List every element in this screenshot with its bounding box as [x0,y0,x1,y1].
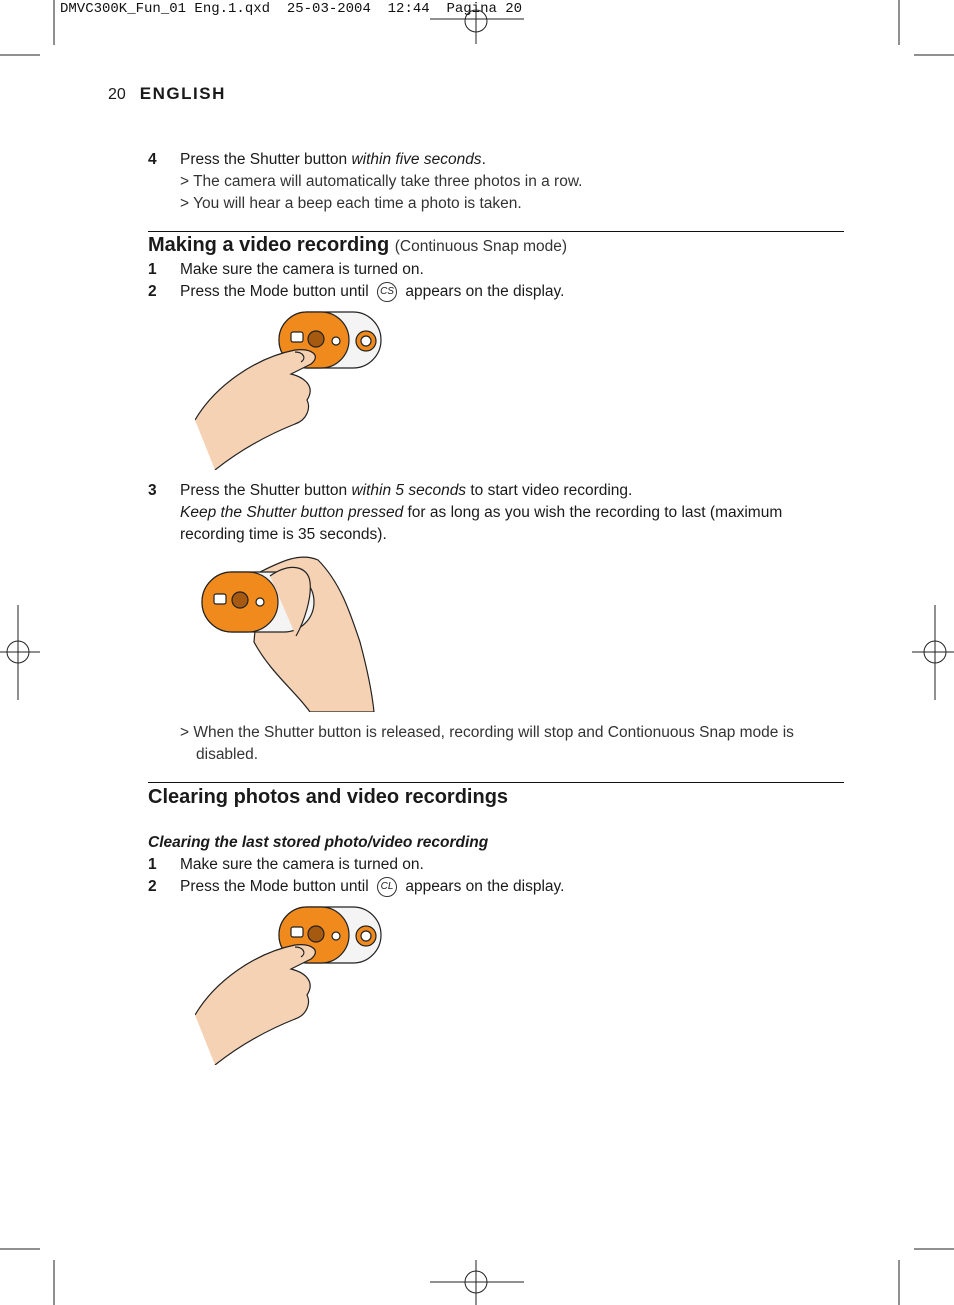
step-text: Make sure the camera is turned on. [180,856,424,873]
continuous-snap-mode-icon: CS [377,282,397,302]
page-number: 20 [108,86,126,103]
step-number: 2 [148,878,157,895]
section-rule [148,231,844,232]
hand-hold-illustration [200,552,380,712]
step-result: > You will hear a beep each time a photo is taken. [180,195,522,212]
step-number: 3 [148,482,157,499]
finger-press-illustration [195,308,385,470]
clear-mode-icon: CL [377,877,397,897]
section-rule [148,782,844,783]
step-result: > The camera will automatically take three photos in a row. [180,173,583,190]
page-header [108,84,226,104]
step-number: 4 [148,151,157,168]
section-title: Making a video recording (Continuous Snap mode) [148,234,568,256]
subsection-title: Clearing the last stored photo/video recording [148,834,489,851]
step-text: Press the Mode button until CS appears on the display. [180,283,565,301]
step-result: > When the Shutter button is released, recording will stop and Contionuous Snap mode is disabled. [180,724,794,763]
step-text: recording time is 35 seconds). [180,526,387,543]
print-slug: DMVC300K_Fun_01 Eng.1.qxd 25-03-2004 12:44 Pagina 20 [60,1,523,17]
step-number: 1 [148,261,157,278]
step-text: Make sure the camera is turned on. [180,261,424,278]
step-text: Press the Mode button until CL appears on the display. [180,878,565,896]
section-title: Clearing photos and video recordings [148,786,509,808]
step-number: 2 [148,283,157,300]
step-text: Press the Shutter button within five seconds. [180,151,486,168]
language-label: ENGLISH [139,84,226,103]
step-text: Keep the Shutter button pressed for as long as you wish the recording to last (maximum [180,504,783,521]
finger-press-illustration [195,903,385,1065]
step-number: 1 [148,856,157,873]
step-text: Press the Shutter button within 5 seconds to start video recording. [180,482,633,499]
